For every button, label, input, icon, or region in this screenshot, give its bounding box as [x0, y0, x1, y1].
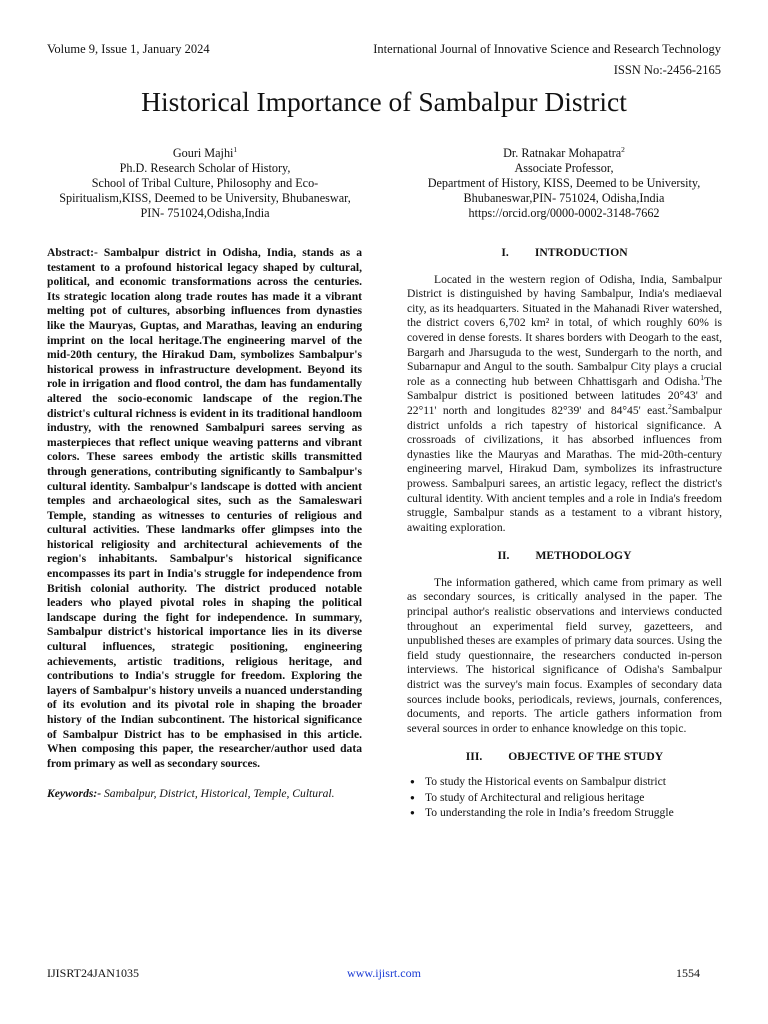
journal-name: International Journal of Innovative Science and Research Technology	[373, 42, 721, 56]
author-block-2	[405, 146, 723, 221]
author-name: Gouri Majhi$^1$	[172, 144, 238, 160]
footnote-ref: 1	[700, 372, 704, 382]
author-name: Dr. Ratnakar Mohapatra$^2$	[503, 144, 625, 160]
section-heading-methodology: II. METHODOLOGY	[497, 549, 632, 563]
keywords: Keywords:- Sambalpur, District, Historical, Temple, Cultural.	[47, 787, 335, 801]
author-orcid-link[interactable]: https://orcid.org/0000-0002-3148-7662	[468, 206, 660, 220]
list-item: ● To study of Architectural and religious heritage	[407, 791, 722, 806]
right-column	[407, 246, 722, 822]
author-affiliation-line: PIN- 751024,Odisha,India	[140, 206, 270, 220]
objective-list	[407, 775, 722, 821]
list-item: ● To understanding the role in India’s freedom Struggle	[407, 806, 722, 821]
footnote-ref: 2	[668, 402, 672, 412]
author-affiliation-line: Ph.D. Research Scholar of History,	[119, 161, 291, 175]
author-affiliation-line: Department of History, KISS, Deemed to be University,	[427, 176, 701, 190]
author-affiliation-line: Bhubaneswar,PIN- 751024, Odisha,India	[463, 191, 665, 205]
abstract: Abstract:- Sambalpur district in Odisha, India, stands as a testament to a profound historical legacy shaped by cultural, political, and economic transformations across the centuries. Its strategic location along trade routes has made it a vibrant melting pot of cultures, absorbing influences from dynasties like the Mauryas, Guptas, and Marathas, leaving an enduring imprint on the local heritage.The engineering marvel of the mid-20th century, the Hirakud Dam, symbolizes Sambalpur's historical prowess in infrastructure development. Beyond its role in irrigation and flood control, the dam has fundamentally altered the socio-economic landscape of the region.The district's cultural richness is evident in its traditional handloom industry, with the renowned Sambalpuri sarees serving as masterpieces that reflect unique weaving patterns and vibrant colors. These sarees embody the artistic skills transmitted through generations, contributing significantly to Sambalpur's cultural identity. Sambalpur's landscape is dotted with ancient temples and archaeological sites, such as the Samaleswari Temple, standing as witnesses to centuries of religious and cultural activities. These landmarks offer glimpses into the historical religiosity and architectural achievements of the region's inhabitants. Sambalpur's historical significance encompasses its part in India's struggle for independence from British colonial authority. The district produced notable leaders who played pivotal roles in shaping the political landscape during the fight for independence. In summary, Sambalpur district's historical importance lies in its diverse cultural influences, strategic positioning, engineering achievements, artistic traditions, religious heritage, and contributions to India's struggle for freedom. Exploring the layers of Sambalpur's history unveils a nuanced understanding of its evolution and its pivotal role in shaping the broader history of the Indian subcontinent. The historical significance of Sambalpur District has to be emphasised in this article. When composing this paper, the researcher/author used data from primary as well as secondary sources.	[47, 246, 362, 770]
author-affiliation-line: Spiritualism,KISS, Deemed to be University, Bhubaneswar,	[59, 191, 351, 205]
section-heading-objective: III. OBJECTIVE OF THE STUDY	[465, 750, 664, 764]
journal-website-link[interactable]: www.ijisrt.com	[347, 966, 421, 980]
methodology-paragraph: The information gathered, which came from primary as well as secondary sources, is critically analysed in the paper. The principal author's realistic observations and interviews conducted throughout an experimental field survey, gazetteers, and unpublished theses are examples of primary data sources. Using the field study questionnaire, the researchers conducted in-person interviews. The historical significance of Odisha's Sambalpur district was the survey's main focus. Examples of secondary data sources include books, periodicals, reviews, journals, conferences, documents, and reports. The article gathers information from several sources in order to enhance knowledge on this topic.	[407, 575, 722, 735]
paper-title: Historical Importance of Sambalpur District	[141, 86, 627, 117]
author-affiliation-line: School of Tribal Culture, Philosophy and Eco-	[91, 176, 319, 190]
paper-code: IJISRT24JAN1035	[47, 966, 139, 980]
journal-volume: Volume 9, Issue 1, January 2024	[47, 42, 210, 56]
list-item: ● To study the Historical events on Sambalpur district	[407, 775, 722, 790]
author-block-1	[46, 146, 364, 221]
section-heading-introduction: I. INTRODUCTION	[501, 246, 628, 259]
left-column	[47, 246, 362, 802]
introduction-paragraph: Located in the western region of Odisha, India, Sambalpur District is distinguished by having Sambalpur, India's mediaeval city, as its headquarters. Situated in the Mahanadi River watershed, the district covers 6,702 km² in total, of which roughly 60% is covered in dense forests. It shares borders with Deogarh to the east, Bargarh and Jharsuguda to the west, Sundergarh to the north, and Subarnapur and Angul to the south. Sambalpur City plays a crucial role as a connecting hub between Chhattisgarh and Odisha.$^1$The Sambalpur district is positioned between latitudes 20°43' and 22°11' north and longitudes 82°39' and 84°45' east.$^2$Sambalpur district unfolds a rich tapestry of historical significance. A crossroads of civilizations, it has absorbed influences from dynasties like the Mauryas and Marathas. The mid-20th-century engineering marvel, Hirakud Dam, symbolizes its infrastructure prowess. Sambalpuri sarees, an artistic legacy, reflect the district's cultural identity. With ancient temples and a role in India's freedom struggle, Sambalpur stands as a testament to a vibrant history, awaiting exploration.	[407, 272, 722, 534]
page-number: 1554	[676, 966, 700, 980]
journal-issn: ISSN No:-2456-2165	[613, 63, 721, 77]
author-affiliation-line: Associate Professor,	[514, 161, 614, 175]
